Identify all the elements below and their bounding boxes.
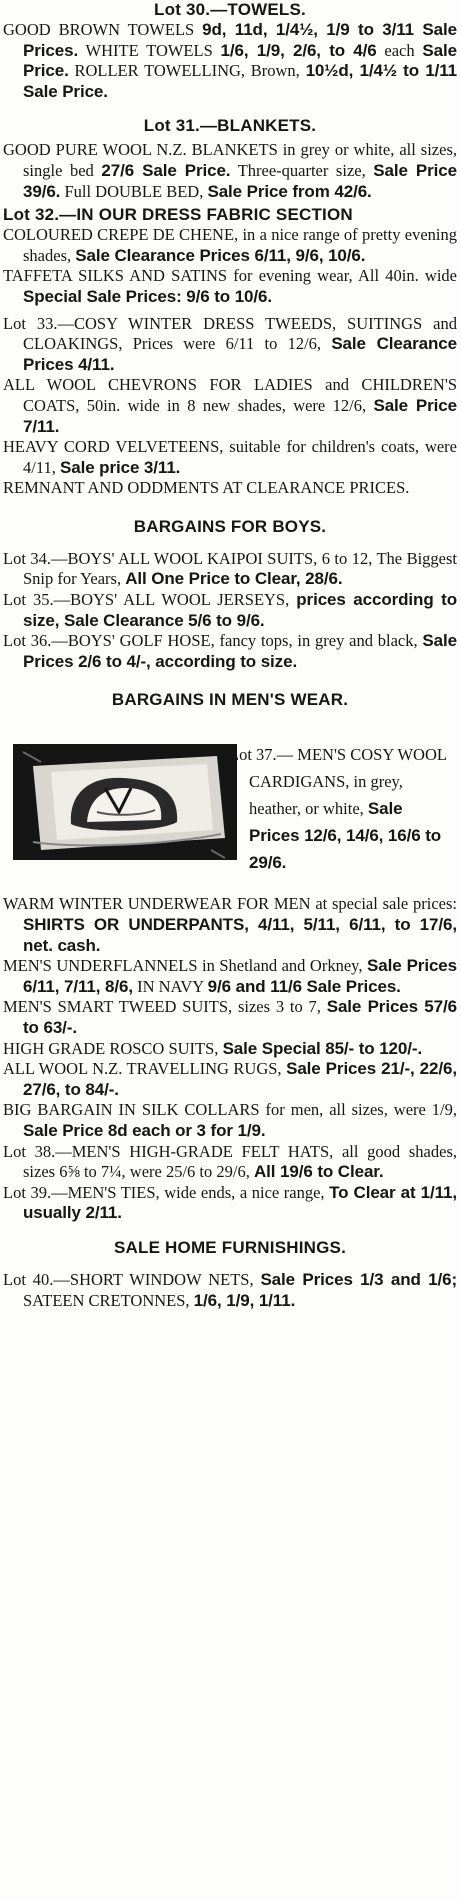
lot30-text — [3, 20, 457, 102]
price-run: prices according to size, Sale Clearance 5/6 to 9/6. — [23, 590, 457, 630]
price-run: Sale Clearance Prices 4/11. — [23, 334, 457, 374]
text-run: SATEEN CRETONNES, — [23, 1290, 194, 1310]
text-run: Lot 40.—SHORT WINDOW NETS, — [3, 1269, 261, 1289]
price-run: 9d, 11d, 1/4½, 1/9 to 3/11 Sale Prices. — [23, 20, 457, 60]
text-run: HEAVY CORD VELVETEENS, suitable for children's coats, were 4/11, — [3, 437, 457, 477]
text-run: ROLLER TOWELLING, Brown, — [68, 61, 306, 81]
lot39-text — [3, 1183, 457, 1224]
text-run: WARM WINTER UNDERWEAR FOR MEN at special sale prices: — [3, 894, 457, 914]
price-run: Sale Price. — [23, 40, 457, 81]
text-run: COLOURED CREPE DE CHENE, in a nice range of pretty evening shades, — [3, 225, 457, 265]
text-run: Three-quarter size, — [230, 160, 374, 180]
cardigan-illustration-icon — [11, 742, 239, 862]
price-run: 9/6 and 11/6 Sale Prices. — [207, 976, 401, 996]
price-run: Sale Clearance Prices 6/11, 9/6, 10/6. — [75, 245, 366, 265]
underflannels-text — [3, 956, 457, 997]
text-run: ALL WOOL CHEVRONS FOR LADIES and CHILDREN'S COATS, 50in. wide in 8 new shades, were 12/6, — [3, 375, 457, 415]
lot31-text — [3, 140, 457, 202]
text-run: each — [376, 40, 423, 60]
text-run: Full DOUBLE BED, — [60, 181, 208, 201]
rosco-suits-text — [3, 1039, 457, 1060]
chevrons-text — [3, 375, 457, 437]
text-run: Lot 35.—BOYS' ALL WOOL JERSEYS, — [3, 590, 297, 610]
text-run: Lot 36.—BOYS' GOLF HOSE, fancy tops, in grey and black, — [3, 631, 423, 651]
price-run: Sale Prices 12/6, 14/6, 16/6 to 29/6. — [249, 798, 442, 872]
price-run: SHIRTS OR UNDERPANTS, 4/11, 5/11, 6/11, to 17/6, net. cash. — [23, 915, 457, 955]
price-run: 27/6 Sale Price. — [101, 160, 231, 180]
price-run: To Clear at 1/11, usually 2/11. — [23, 1182, 457, 1223]
price-run: Sale Special 85/- to 120/-. — [222, 1038, 423, 1058]
price-run: Sale Prices 21/-, 22/6, 27/6, to 84/-. — [23, 1059, 457, 1099]
text-run: Lot 39.—MEN'S TIES, wide ends, a nice range, — [3, 1182, 330, 1202]
travelling-rugs-text — [3, 1059, 457, 1100]
price-run: 1/6, 1/9, 1/11. — [193, 1290, 296, 1310]
text-run: WHITE TOWELS — [78, 40, 221, 60]
price-run: Special Sale Prices: 9/6 to 10/6. — [23, 286, 273, 306]
home-heading: SALE HOME FURNISHINGS. — [113, 1237, 347, 1257]
crepe-text — [3, 225, 457, 266]
text-run: HIGH GRADE ROSCO SUITS, — [3, 1038, 223, 1058]
lot36-text — [3, 631, 457, 672]
text-run: BIG BARGAIN IN SILK COLLARS for men, all sizes, were 1/9, — [3, 1100, 457, 1120]
lot30-heading: Lot 30.—TOWELS. — [154, 0, 306, 19]
text-run: GOOD BROWN TOWELS — [3, 20, 203, 39]
text-run: TAFFETA SILKS AND SATINS for evening wear, All 40in. wide — [3, 266, 457, 286]
text-run: Lot 33.—COSY WINTER DRESS TWEEDS, SUITINGS and CLOAKINGS, Prices were 6/11 to 12/6, — [3, 313, 457, 354]
text-run: Lot 38.—MEN'S HIGH-GRADE FELT HATS, all good shades, sizes 6⅝ to 7¼, were 25/6 to 29/6, — [3, 1141, 457, 1182]
lot40-text — [3, 1270, 457, 1311]
price-run: 1/6, 1/9, 2/6, to 4/6 — [220, 40, 377, 60]
lot35-text — [3, 590, 457, 631]
text-run: MEN'S SMART TWEED SUITS, sizes 3 to 7, — [3, 997, 327, 1017]
price-run: Sale Prices 6/11, 7/11, 8/6, — [23, 956, 458, 996]
boys-heading: BARGAINS FOR BOYS. — [133, 516, 327, 536]
text-run: IN NAVY — [132, 976, 208, 996]
price-run: Sale Price 8d each or 3 for 1/9. — [23, 1120, 266, 1140]
lot31-heading: Lot 31.—BLANKETS. — [143, 116, 317, 136]
text-run: ALL WOOL N.Z. TRAVELLING RUGS, — [3, 1059, 287, 1079]
price-run: Sale Price 7/11. — [23, 395, 457, 436]
underwear-text — [3, 894, 457, 956]
tweed-suits-text — [3, 997, 457, 1038]
lot38-text — [3, 1142, 457, 1183]
price-run: Sale Price from 42/6. — [207, 181, 372, 201]
lot34-text — [3, 549, 457, 590]
lot32-heading: Lot 32.—IN OUR DRESS FABRIC SECTION — [3, 205, 353, 225]
lot33-text — [3, 314, 457, 376]
text-run: Lot 34.—BOYS' ALL WOOL KAIPOI SUITS, 6 to 12, The Biggest Snip for Years, — [3, 548, 457, 589]
price-run: Sale Prices 2/6 to 4/-, according to size. — [23, 631, 457, 671]
price-run: Sale Prices 57/6 to 63/-. — [23, 997, 457, 1037]
text-run: MEN'S UNDERFLANNELS in Shetland and Orkney, — [3, 956, 367, 976]
taffeta-text — [3, 266, 457, 307]
remnant-text: REMNANT AND ODDMENTS AT CLEARANCE PRICES. — [3, 478, 410, 498]
silk-collars-text — [3, 1100, 457, 1141]
price-run: Sale price 3/11. — [59, 457, 181, 477]
lot37-block — [3, 724, 457, 892]
men-heading: BARGAINS IN MEN'S WEAR. — [111, 690, 349, 710]
price-run: All 19/6 to Clear. — [253, 1162, 384, 1182]
price-run: Sale Prices 1/3 and 1/6; — [260, 1269, 458, 1289]
text-run: GOOD PURE WOOL N.Z. BLANKETS in grey or white, all sizes, single bed — [3, 140, 457, 180]
price-run: Sale Price 39/6. — [23, 160, 457, 201]
price-run: All One Price to Clear, 28/6. — [125, 569, 343, 589]
text-run: Lot 37.— MEN'S COSY WOOL CARDIGANS, in grey, heather, or white, — [229, 744, 447, 818]
velveteens-text — [3, 437, 457, 478]
price-run: 10½d, 1/4½ to 1/11 Sale Price. — [23, 61, 457, 101]
